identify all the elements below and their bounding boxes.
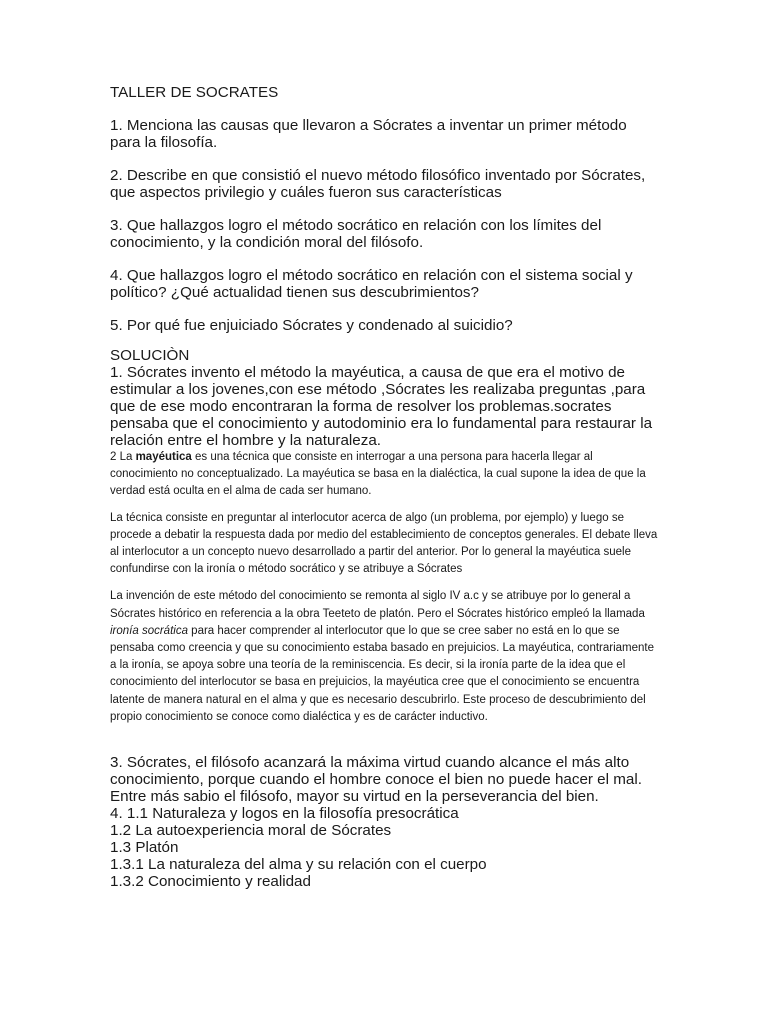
outline-item: 1.3.2 Conocimiento y realidad — [110, 873, 311, 891]
answer-3: 3. Sócrates, el filósofo acanzará la máxima virtud cuando alcance el más alto conocimiento, porque cuando el hombre conoce el bien no puede hacer el mal. Entre más sabio el filósofo, mayor su virtud en la perseverancia del bien. — [110, 754, 642, 806]
outline-item: 4. 1.1 Naturaleza y logos en la filosofía presocrática — [110, 805, 459, 823]
outline-item: 1.3 Platón — [110, 839, 179, 857]
outline-list — [110, 805, 658, 890]
answer-2-term: mayéutica — [135, 451, 192, 463]
invention-after: para hacer comprender al interlocutor que lo que se cree saber no está en lo que se pensaba como creencia y que su conocimiento estaba basado en prejuicios. La mayéutica, contrariamente a la ironía, se apoya sobre una teoría de la reminiscencia. Es decir, si la ironía parte de la idea que el conocimiento del interlocutor se basa en prejuicios, la mayéutica cree que el conocimiento se encuentra latente de manera natural en el alma y que es necesario descubrirlo. Este proceso de descubrimiento del propio conocimiento se conoce como dialéctica y es de carácter inductivo. — [110, 624, 655, 723]
technique-paragraph: La técnica consiste en preguntar al interlocutor acerca de algo (un problema, por ejemplo) y luego se procede a debatir la respuesta dada por medio del establecimiento de conceptos generales. El debate lleva al interlocutor a un concepto nuevo desarrollado a partir del anterior. Por lo general la mayéutica suele confundirse con la ironía o método socrático y se atribuye a Sócrates — [110, 511, 658, 576]
question-5: 5. Por qué fue enjuiciado Sócrates y condenado al suicidio? — [110, 317, 513, 334]
invention-paragraph — [110, 588, 658, 726]
outline-item: 1.3.1 La naturaleza del alma y su relación con el cuerpo — [110, 856, 487, 874]
answer-1: 1. Sócrates invento el método la mayéutica, a causa de que era el motivo de estimular a los jovenes,con ese método ,Sócrates les realizaba preguntas ,para que de ese modo encontraran la forma de resolver los problemas.socrates pensaba que el conocimiento y autodominio era lo fundamental para restaurar la relación entre el hombre y la naturaleza. — [110, 364, 653, 449]
question-2: 2. Describe en que consistió el nuevo método filosófico inventado por Sócrates, que aspectos privilegio y cuáles fueron sus características — [110, 167, 646, 201]
outline-item: 1.2 La autoexperiencia moral de Sócrates — [110, 822, 392, 840]
document-title: TALLER DE SOCRATES — [110, 84, 279, 101]
solution-heading: SOLUCIÒN — [110, 347, 190, 364]
question-4: 4. Que hallazgos logro el método socrático en relación con el sistema social y político? ¿Qué actualidad tienen sus descubrimientos? — [110, 267, 633, 301]
answer-2-prefix: 2 La — [110, 451, 136, 463]
invention-italic: ironía socrática — [110, 624, 188, 637]
invention-before: La invención de este método del conocimiento se remonta al siglo IV a.c y se atribuye por lo general a Sócrates histórico en referencia a la obra Teeteto de platón. Pero el Sócrates histórico empleó la llamada — [110, 590, 645, 620]
answer-2 — [110, 449, 658, 501]
question-1: 1. Menciona las causas que llevaron a Sócrates a inventar un primer método para la filosofía. — [110, 117, 627, 151]
answer-2-rest: es una técnica que consiste en interrogar a una persona para hacerla llegar al conocimiento no conceptualizado. La mayéutica se basa en la dialéctica, la cual supone la idea de que la verdad está oculta en el alma de cada ser humano. — [110, 451, 646, 498]
document-page — [110, 84, 658, 890]
question-3: 3. Que hallazgos logro el método socrático en relación con los límites del conocimiento, y la condición moral del filósofo. — [110, 217, 602, 251]
